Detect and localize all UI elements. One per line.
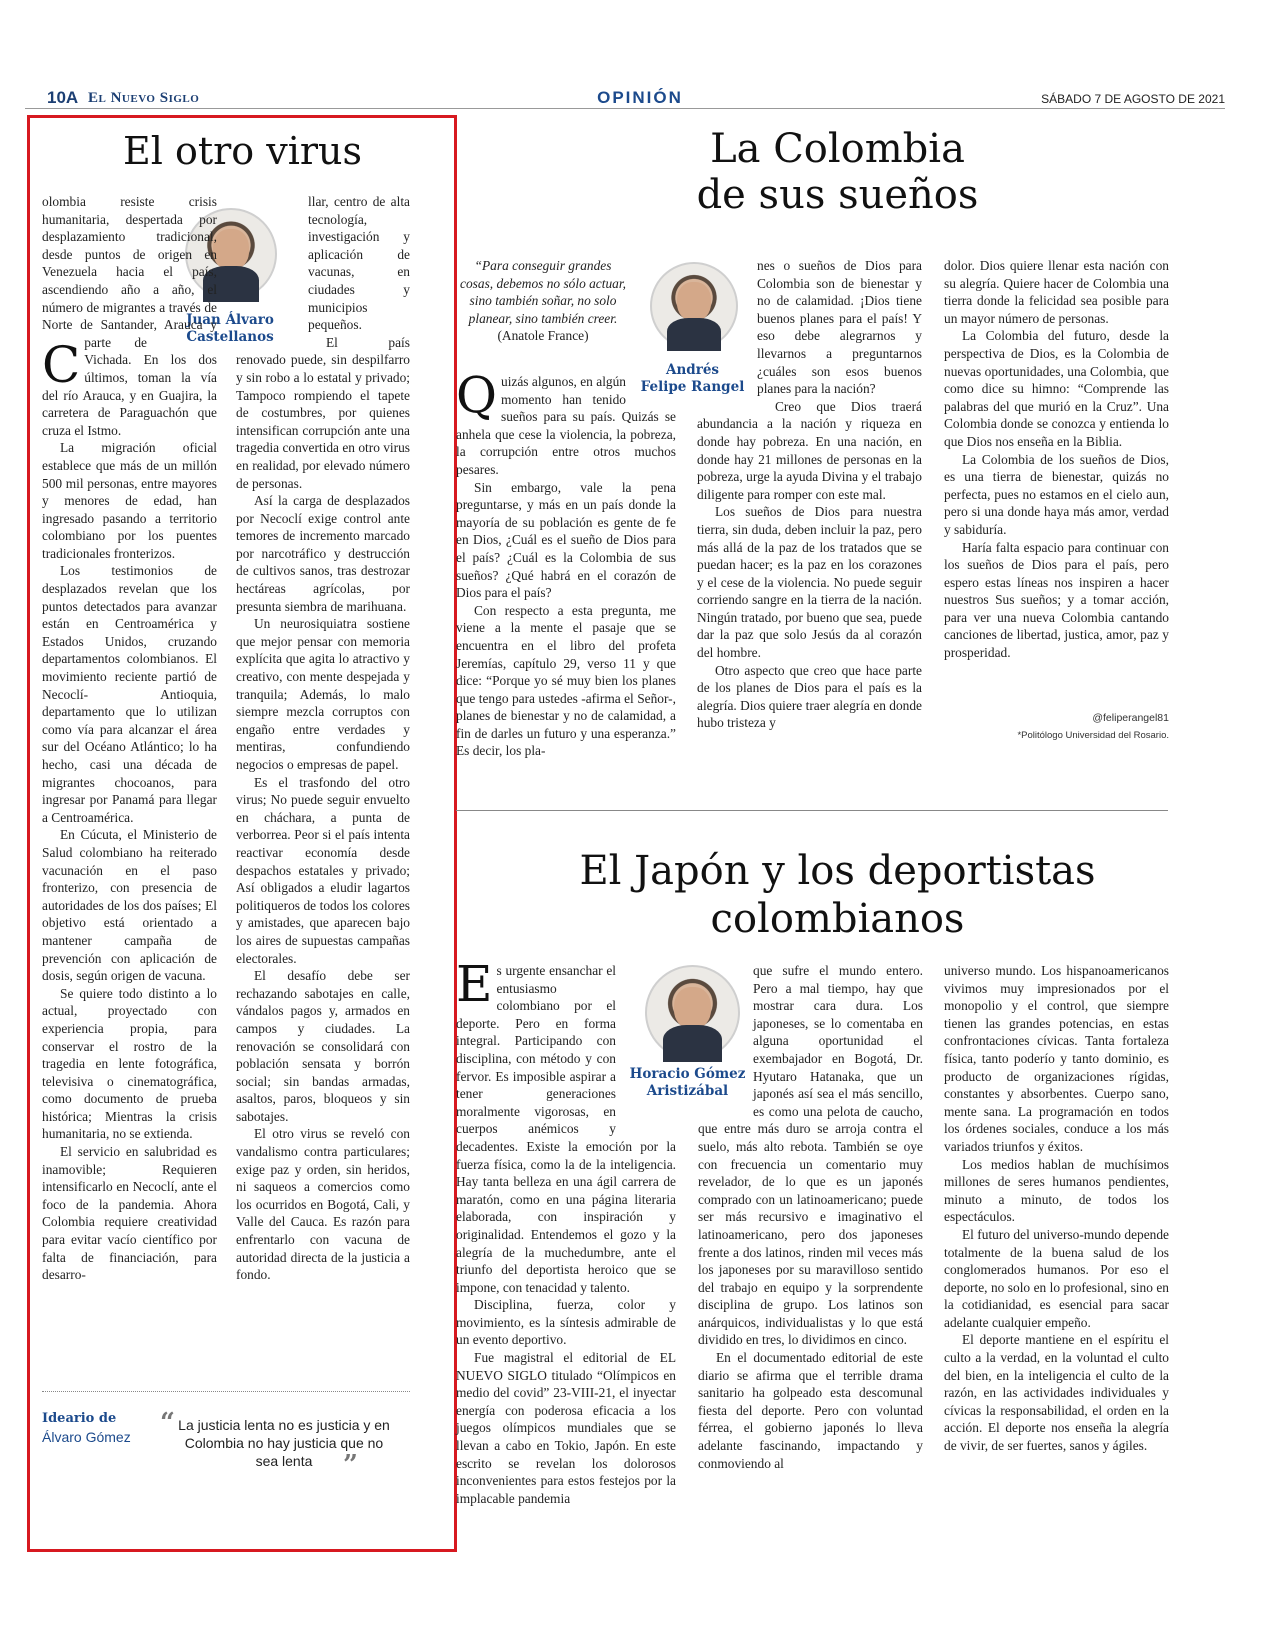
paragraph: Es el trasfondo del otro virus; No puede seguir envuelto en cháchara, a punta de verborrea. Peor si el país intenta reactivar economía desde despachos estatales y privado; Así obligados a eludir lagartos politiqueros de todos los colores y amistades, que aparecen bajo los aires de supuestas campañas electorales. xyxy=(236,774,410,966)
paragraph: El desafío debe ser rechazando sabotajes en calle, vándalos pagos y, armados en campos y ciudades. La renovación se consolidará con población sensata y borrón social; sin bandas armadas, asaltos, paros, bloqueos y sin sabotajes. xyxy=(236,968,410,1124)
paragraph: La Colombia de los sueños de Dios, es una tierra de bienestar, quizás no perfecta, pues no estamos en el cielo aun, pero si una donde haya más amor, verdad y sabiduría. xyxy=(944,451,1169,537)
article2-title-line1: La Colombia xyxy=(710,126,965,172)
paragraph: El servicio en salubridad es inamovible; Requieren intensificarlo en Necoclí, ante el foco de la pandemia. Ahora Colombia requiere creatividad para evitar vacío científico por falta de financiación, para desarro- xyxy=(42,1144,217,1283)
article3-col2-lead: que sufre el mundo entero. Pero a mal tiempo, hay que mostrar cara dura. Los japoneses, se lo comentaba en alguna oportunidad el exembajador en Bogotá, Dr. Hyutaro Hatanaka, que un japonés así sea el más sencillo, es como una pelota de caucho, que entre más duro se arroja contra el suelo, más alto rebota. También se oye con frecuencia un comentario muy revelador, de lo que es un japonés comprado con un latinoamericano; puede ser más recursivo e imaginativo el latinoamericano, pero dos japoneses frente a dos latinos, rinden mil veces más los japoneses por su maravilloso sentido del trabajo en equipo y la sorprendente disciplina de grupo. Los latinos son anárquicos, individualistas y lo que está dividido en tres, lo dividimos en cinco. xyxy=(698,963,923,1348)
dropcap: Q xyxy=(456,366,497,424)
author2-name-line2: Felipe Rangel xyxy=(640,379,745,395)
issue-date: SÁBADO 7 DE AGOSTO DE 2021 xyxy=(1041,92,1225,106)
paragraph: La Colombia del futuro, desde la perspectiva de Dios, es la Colombia de nuevas oportunidades, una Colombia, que como dice su himno: “Comprende las palabras del que murió en la Cruz”. Una Colombia donde se conozca y entienda lo que Dios nos enseña en la Biblia. xyxy=(944,328,1169,449)
paragraph: Sin embargo, vale la pena preguntarse, y más en un país donde la mayoría de su población es gente de fe en Dios, ¿Cuál es el sueño de Dios para el país? ¿Cuál es la Colombia de sus sueños? ¿Qué habrá en el corazón de Dios para el país? xyxy=(456,479,676,601)
paragraph: El futuro del universo-mundo depende totalmente de la buena salud de los conglomerados humanos. Por eso el deporte, no solo en lo profesional, sino en la cotidianidad, es esencial para sacar adelante cualquier empeño. xyxy=(944,1226,1169,1330)
section-title: OPINIÓN xyxy=(597,88,683,107)
ideario-divider xyxy=(42,1391,410,1392)
open-quote-icon: “ xyxy=(160,1408,175,1438)
page-number: 10A xyxy=(47,88,79,107)
paragraph: Los testimonios de desplazados revelan que los puntos detectados para avanzar están en Centroamérica y Estados Unidos, cruzando departamentos colombianos. El movimiento reciente partió de Necoclí- Antioquia, departamento que lo utilizan como vía para alcanzar el área sur del Océano Atlántico; lo ha hecho, casi una década de migrantes chocoanos, para ingresar por Panamá para llegar a Centroamérica. xyxy=(42,563,217,825)
article2-col3-lead: dolor. Dios quiere llenar esta nación con su alegría. Quiere hacer de Colombia una tierra donde la felicidad sea posible para un mayor número de personas. xyxy=(944,258,1169,326)
paragraph: Los sueños de Dios para nuestra tierra, sin duda, deben incluir la paz, pero más allá de la paz de los tratados que se puedan hacer; es la paz en los corazones y el cese de la violencia. No puede seguir corriendo sangre en la tierra de la nación. Ningún tratado, por bueno que sea, puede dar la paz que solo Jesús da al corazón del hombre. xyxy=(697,504,922,661)
article3-title-line2: colombianos xyxy=(710,896,965,942)
paragraph: Así la carga de desplazados por Necoclí exige control ante temores de incremento marcado por narcotráfico y destrucción de cultivos sanos, tras destrozar hectáreas agrícolas, por presunta siembra de marihuana. xyxy=(236,493,410,614)
article3-col3-lead: universo mundo. Los hispanoamericanos vivimos muy impresionados por el monopolio y el control, que siempre tienen las grandes potencias, en estas confrontaciones cívicas. Tanta fortaleza física, tanto poderío y tanto dominio, es producto de organizaciones rígidas, constantes y absorbentes. Cuerpo sano, mente sana. La programación en todos los órdenes sociales, conduce a los más variados triunfos y éxitos. xyxy=(944,963,1169,1154)
paragraph: Los medios hablan de muchísimos millones de seres humanos pendientes, minuto a minuto, de todos los espectáculos. xyxy=(944,1156,1169,1225)
paragraph: Otro aspecto que creo que hace parte de los planes de Dios para el país es la alegría. Dios quiere traer alegría en donde hubo tristeza y xyxy=(697,662,922,731)
paragraph: El deporte mantiene en el espíritu el culto a la verdad, en la voluntad el culto del bien, en la inteligencia el culto de la razón, en las actividades individuales y cívicas la responsabilidad, el orden en la acción. El deporte nos enseña la alegría de vivir, de ser fuertes, sanos y ágiles. xyxy=(944,1332,1169,1454)
dropcap: E xyxy=(456,955,493,1013)
article3-column-1 xyxy=(456,955,676,1506)
paragraph: Un neurosiquiatra sostiene que mejor pensar con memoria explícita que agita lo atractivo y creativo, con mente despejada y tranquila; Además, lo malo siempre mezcla corruptos con engaño entre verdades y mentiras, confundiendo negocios o empresas de papel. xyxy=(236,616,410,772)
author2-handle: @feliperangel81 xyxy=(1092,712,1169,724)
paragraph: En el documentado editorial de este diario se afirma que el terrible drama sanitario ha golpeado esta descomunal fiesta del deporte. Pero con voluntad férrea, el gobierno japonés lo lleva adelante fascinando, impactando y conmoviendo al xyxy=(698,1350,923,1471)
article-divider xyxy=(456,810,1168,811)
paragraph: El país renovado puede, sin despilfarro y sin robo a lo estatal y privado; Tampoco rompiendo el tapete de costumbres, por quienes intensifican corrupción ante una tragedia convertida en otro virus en realidad, por elevado número de personas. xyxy=(236,334,411,491)
author1-name-line2: Castellanos xyxy=(186,329,274,345)
author3-name-line2: Aristizábal xyxy=(646,1083,729,1099)
dropcap: C xyxy=(42,336,81,394)
article2-column-3 xyxy=(944,257,1169,712)
article3-title xyxy=(455,847,1220,943)
article3-column-2 xyxy=(698,962,923,1487)
article2-column-2 xyxy=(697,257,922,777)
paragraph: Disciplina, fuerza, color y movimiento, es la síntesis admirable de un evento deportivo. xyxy=(456,1297,676,1348)
article2-lead: Quizás algunos, en algún momento han tenido sueños para su país. Quizás se anhela que cese la violencia, la pobreza, la corrupción entre otros muchos pesares. xyxy=(456,366,676,477)
paragraph: Haría falta espacio para continuar con los sueños de Dios para el país, pero espero estas líneas nos inspiren a hacer nuestros Sus sueños; y a tomar acción, para ver una nueva Colombia cantando canciones de libertad, justica, amor, paz y prosperidad. xyxy=(944,539,1169,661)
epigraph-text: “Para conseguir grandes cosas, debemos no sólo actuar, sino también soñar, no solo planear, sino también creer. xyxy=(460,258,626,326)
paragraph: Fue magistral el editorial de EL NUEVO SIGLO titulado “Olímpicos en medio del covid” 23-VIII-21, el inyectar energía con poderosa eficacia a los juegos olímpicos mundiales que se llevan a cabo en Tokio, Japón. En este escrito se revelan los dolorosos inconvenientes para estos festejos por la implacable pandemia xyxy=(456,1350,676,1506)
article3-column-3 xyxy=(944,962,1169,1487)
article1-column-1 xyxy=(42,193,217,1373)
article1-title: El otro virus xyxy=(122,129,362,173)
article2-title xyxy=(455,126,1220,218)
article3-lead: Es urgente ensanchar el entusiasmo colombiano por el deporte. Pero en forma integral. Participando con disciplina, con método y con fervor. Es imposible aspirar a tener generaciones moralmente vigorosas, en cuerpos anémicos y decadentes. Existe la emoción por la fuerza física, como la de la inteligencia. Hay tanta belleza en una ágil carrera de maratón, como en una página literaria elaborada, con inspiración y originalidad. Entendemos el gozo y la alegría de la muchedumbre, ante el triunfo del deportista heroico que se impone, con tenacidad y talento. xyxy=(456,955,676,1295)
author3-name-line1: Horacio Gómez xyxy=(629,1066,746,1082)
paragraph: La migración oficial establece que más de un millón 500 mil personas, entre mayores y menores de edad, han ingresado pasando a territorio colombiano por los puentes tradicionales fronterizos. xyxy=(42,440,217,561)
author2-name-line1: Andrés xyxy=(665,362,720,378)
article1-col2-lead: llar, centro de alta tecnología, investigación y aplicación de vacunas, en ciudades y municipios pequeños. xyxy=(308,194,410,333)
article1-lead: C olombia resiste crisis humanitaria, despertada por desplazamiento tradicional, desde puntos de origen en Venezuela hacia el país, ascendiendo año a año, el número de migrantes a través de Norte de Santander, Arauca y parte de Vichada. En los dos últimos, toman la vía del río Arauca, y en Guajira, la carretera de Paraguachón que cruza el Istmo. xyxy=(42,194,217,438)
paragraph: Con respecto a esta pregunta, me viene a la mente el pasaje que se encuentra en el libro del profeta Jeremías, capítulo 29, verso 11 y que dice: “Porque yo sé muy bien los planes que tengo para ustedes -afirma el Señor-, planes de bienestar y no de calamidad, a fin de darles un futuro y una esperanza.” Es decir, los pla- xyxy=(456,602,676,759)
paragraph: El otro virus se reveló con vandalismo contra particulares; exige paz y orden, sin heridos, ni saqueos a comercios como los ocurridos en Bogotá, Cali, y Valle del Cauca. Es razón para enfrentarlo con vacuna de autoridad directa de la justicia a fondo. xyxy=(236,1126,410,1283)
article1-column-2 xyxy=(236,193,410,1373)
epigraph-source: (Anatole France) xyxy=(497,328,589,344)
author2-footnote: *Politólogo Universidad del Rosario. xyxy=(1017,730,1169,741)
ideario-quote: La justicia lenta no es justicia y en Colombia no hay justicia que no sea lenta xyxy=(178,1417,390,1469)
article2-epigraph xyxy=(458,257,628,345)
close-quote-icon: ” xyxy=(343,1450,358,1480)
article2-column-1 xyxy=(456,366,676,773)
article3-title-line1: El Japón y los deportistas xyxy=(579,848,1096,894)
author1-name-line1: Juan Álvaro xyxy=(186,312,274,328)
newspaper-name: El Nuevo Siglo xyxy=(88,90,200,106)
ideario-name: Álvaro Gómez xyxy=(42,1429,131,1445)
article2-title-line2: de sus sueños xyxy=(696,172,979,218)
paragraph: En Cúcuta, el Ministerio de Salud colombiano ha reiterado vacunación en el paso fronterizo, con presencia de autoridades de los dos países; El objetivo está orientado a mantener campaña de prevención con aplicación de dosis, según origen de vacuna. xyxy=(42,827,217,984)
paragraph: Creo que Dios traerá abundancia a la nación y riqueza en donde hay pobreza. En una nación, en donde hay 21 millones de personas en la pobreza, urge la ayuda Divina y el trabajo diligente para romper con este mal. xyxy=(697,398,922,502)
article2-col2-lead: nes o sueños de Dios para Colombia son de bienestar y no de calamidad. ¡Dios tiene buenos planes para el país! Y eso debe alegrarnos y llevarnos a preguntarnos ¿cuáles son esos buenos planes para la nación? xyxy=(757,258,922,397)
ideario-title: Ideario de xyxy=(42,1411,117,1426)
header-rule xyxy=(25,108,1225,109)
paragraph: Se quiere todo distinto a lo actual, proyectado con experiencia propia, para conservar el rostro de la tragedia en lente fotográfica, televisiva o cinematográfica, como documento de prueba histórica; Mientras la crisis humanitaria, no se extienda. xyxy=(42,985,217,1142)
